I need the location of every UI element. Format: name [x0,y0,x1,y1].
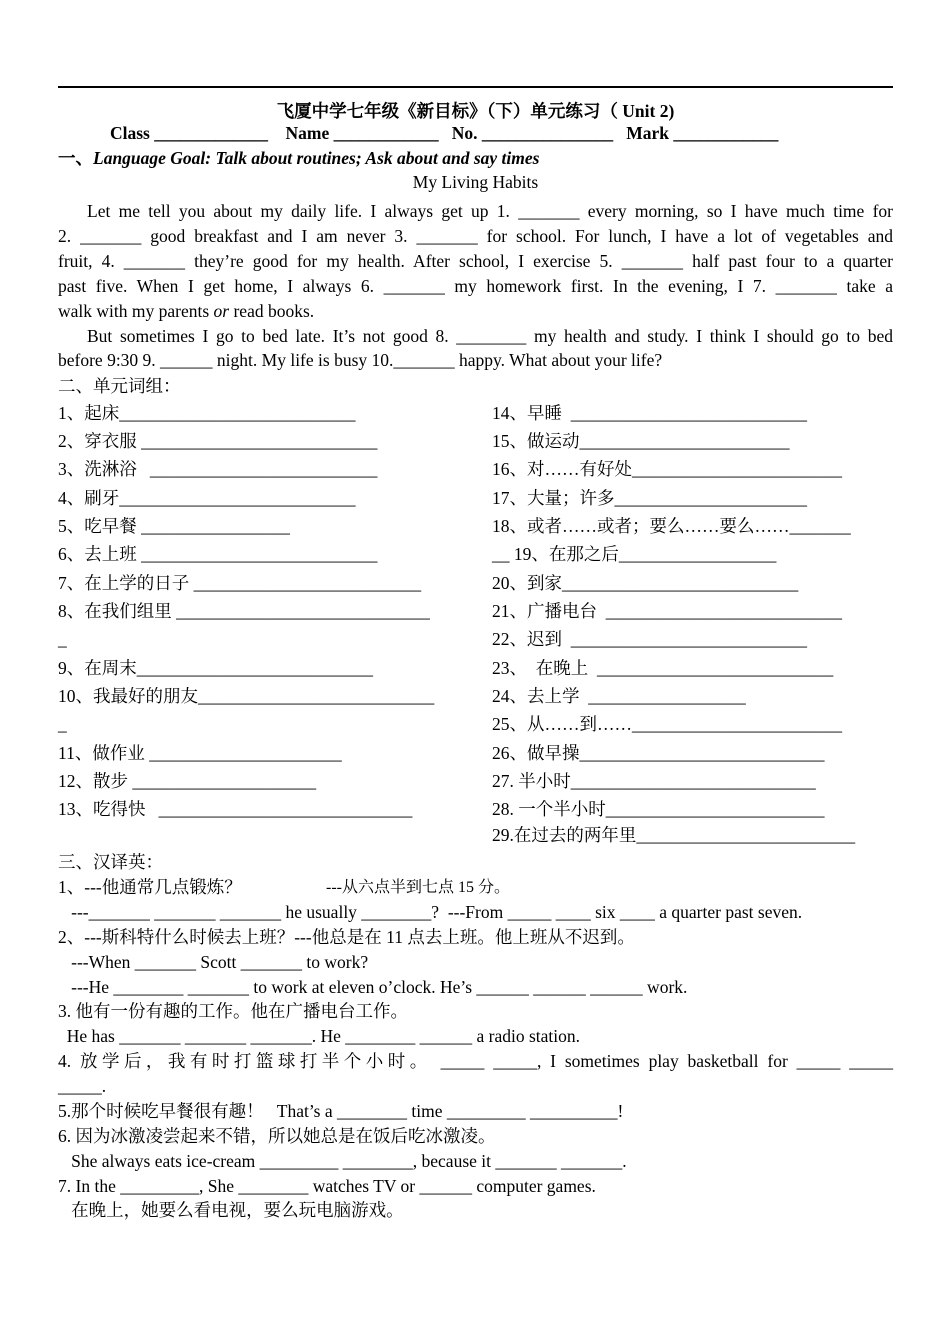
phrase-item-left: 7、在上学的日子 __________________________ [58,573,422,593]
phrase-item-left: 13、吃得快 _____________________________ [58,799,413,819]
phrase-item-right: 14、早睡 ___________________________ [492,403,807,423]
section1-heading-text: Language Goal: Talk about routines; Ask about and say times [93,148,540,168]
section3-heading: 三、汉译英： [58,852,163,872]
q6-english: She always eats ice-cream _________ ________, because it _______ _______. [58,1151,627,1171]
phrase-item-right: 29.在过去的两年里_________________________ [492,825,856,845]
phrase-item-left: 8、在我们组里 _____________________________ [58,601,430,621]
phrase-item-right-wrap [58,543,776,565]
q4-line: 4. 放学后，我有时打篮球打半个小时。 _____ _____, I sometimes play basketball for _____ _____ [58,1051,893,1071]
passage-line-2: 2. _______ good breakfast and I am never 3. _______ for school. For lunch, I have a lot of vegetables and [58,226,893,246]
q3-english: He has _______ _______ _______. He ________ ______ a radio station. [58,1026,581,1046]
phrase-item-right: 22、迟到 ___________________________ [492,629,807,649]
q6-chinese: 6. 因为冰激凌尝起来不错，所以她总是在饭后吃冰激凌。 [58,1126,496,1146]
phrase-item-left-wrap: _ [58,629,67,649]
q2-english-1: ---When _______ Scott _______ to work? [58,952,369,972]
phrase-item-right: __ 19、在那之后__________________ [492,544,777,564]
phrase-item-right: 15、做运动________________________ [492,431,790,451]
section2-heading: 二、单元词组： [58,376,181,396]
q3-chinese: 3. 他有一份有趣的工作。他在广播电台工作。 [58,1001,408,1021]
phrase-item-left: 4、刷牙___________________________ [58,488,356,508]
phrase-item-left: 3、洗淋浴 __________________________ [58,459,378,479]
phrase-item-left: 2、穿衣服 ___________________________ [58,431,378,451]
phrase-item-right: 23、 在晚上 ___________________________ [492,658,834,678]
phrase-item-right: 17、大量；许多______________________ [492,488,807,508]
phrase-item-left: 5、吃早餐 _________________ [58,516,290,536]
phrase-item-right: 16、对……有好处________________________ [492,459,842,479]
q1-english: ---_______ _______ _______ he usually ________? ---From _____ ____ six ____ a quarter past seven. [58,902,803,922]
phrase-item-right: 21、广播电台 ___________________________ [492,601,842,621]
phrase-item-right: 18、或者……或者；要么……要么……_______ [492,516,851,536]
phrase-item-left: 12、散步 _____________________ [58,771,317,791]
section1-heading [58,147,539,169]
phrase-item-left-wrap: _ [58,714,67,734]
q1-chinese-question: 1、---他通常几点锻炼？ [58,877,242,897]
top-rule [58,86,893,88]
passage-line-5-or: or [213,301,230,321]
q5-line: 5.那个时候吃早餐很有趣！ That’s a ________ time _________ __________! [58,1101,624,1121]
q2-chinese: 2、---斯科特什么时候去上班？---他总是在 11 点去上班。他上班从不迟到。 [58,927,635,947]
passage-line-6: But sometimes I go to bed late. It’s not good 8. ________ my health and study. I think I should go to bed [87,326,893,346]
phrase-item-left: 10、我最好的朋友___________________________ [58,686,435,706]
student-info-line: Class _____________ Name ____________ No. _______________ Mark ____________ [110,123,779,143]
passage-line-1: Let me tell you about my daily life. I always get up 1. _______ every morning, so I have much time for [87,201,893,221]
phrase-item-right: 25、从……到……________________________ [492,714,842,734]
q4-tail: _____. [58,1076,107,1096]
q7-chinese: 在晚上，她要么看电视，要么玩电脑游戏。 [58,1200,404,1220]
passage-title: My Living Habits [412,172,539,192]
phrase-item-left: 11、做作业 ______________________ [58,743,342,763]
phrase-item-left: 6、去上班 ___________________________ [58,544,378,564]
passage-line-5-end: read books. [229,301,315,321]
phrase-item-left: 1、起床___________________________ [58,403,356,423]
section1-number: 一、 [58,148,93,168]
passage-line-3: fruit, 4. _______ they’re good for my health. After school, I exercise 5. _______ half past four to a quarter [58,251,893,271]
passage-line-7: before 9:30 9. ______ night. My life is busy 10._______ happy. What about your life? [58,350,663,370]
phrase-item-left: 9、在周末___________________________ [58,658,373,678]
q7-english: 7. In the _________, She ________ watches TV or ______ computer games. [58,1176,596,1196]
passage-line-5-start: walk with my parents [58,301,214,321]
phrase-item-right: 26、做早操____________________________ [492,743,825,763]
passage-line-5 [58,300,314,322]
q1-chinese-answer: ---从六点半到七点 15 分。 [326,879,510,896]
q2-english-2: ---He ________ _______ to work at eleven o’clock. He’s ______ ______ ______ work. [58,977,688,997]
phrase-item-right: 27. 半小时____________________________ [492,771,816,791]
phrase-item-right: 24、去上学 __________________ [492,686,746,706]
worksheet-title: 飞厦中学七年级《新目标》（下）单元练习（ Unit 2) [276,101,675,121]
phrase-item-right: 20、到家___________________________ [492,573,799,593]
passage-line-4: past five. When I get home, I always 6. _______ my homework first. In the evening, I 7. _______ take a [58,276,893,296]
phrase-item-right: 28. 一个半小时_________________________ [492,799,825,819]
